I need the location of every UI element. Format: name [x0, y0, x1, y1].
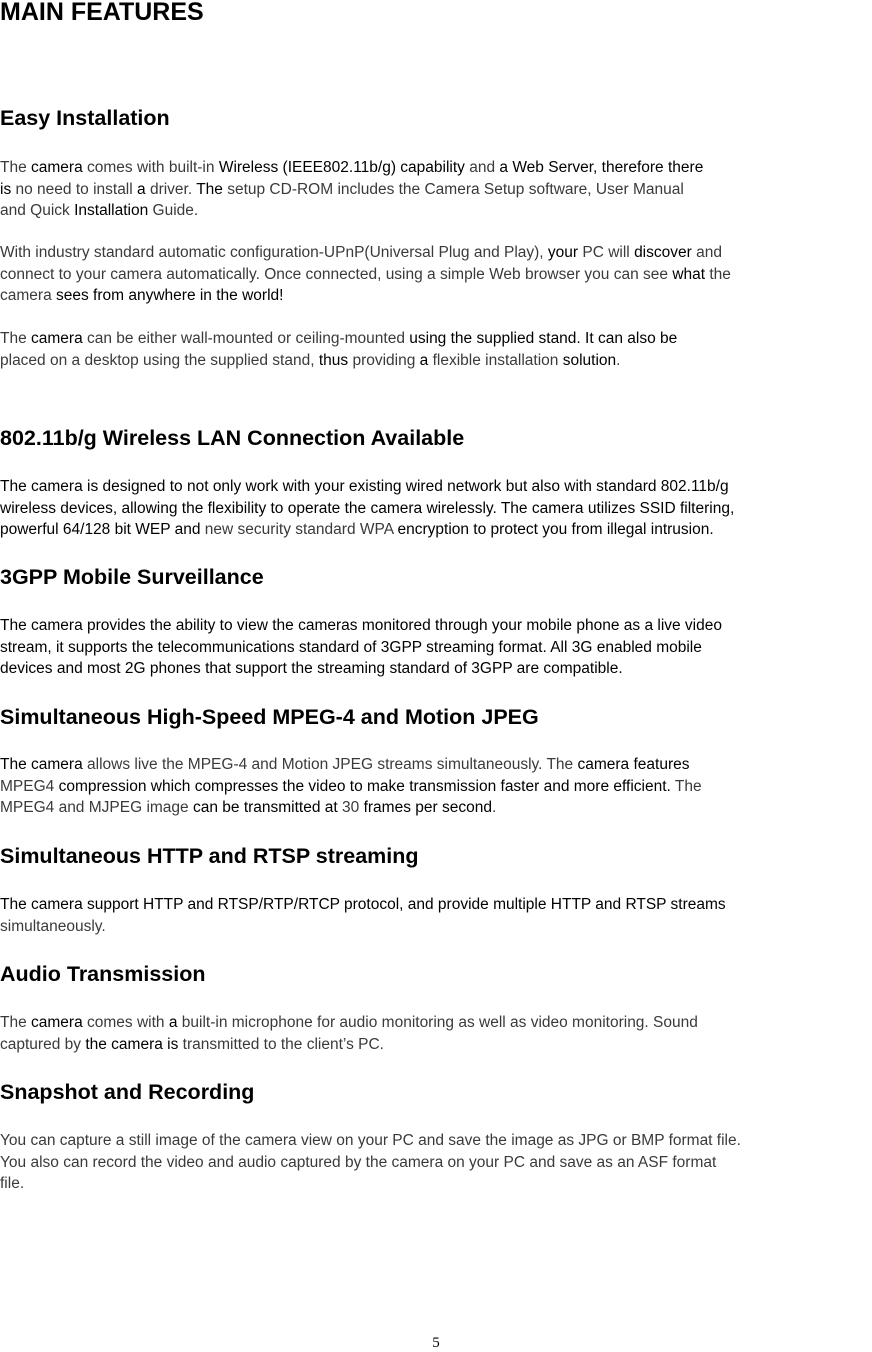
text-run: providing	[348, 351, 420, 369]
text-run: your	[547, 244, 579, 261]
heading-mobile-surveillance: 3GPP Mobile Surveillance	[0, 565, 264, 589]
text-line	[0, 200, 703, 222]
heading-audio-transmission: Audio Transmission	[0, 962, 206, 986]
text-run: camera	[0, 287, 56, 304]
text-run: comes with	[82, 1014, 169, 1031]
text-run: flexible installation	[428, 351, 563, 369]
text-run: setup CD-ROM includes the Camera Setup software, User Manual	[222, 180, 684, 198]
text-run: encryption to protect you from illegal intrusion.	[397, 521, 714, 538]
text-run: Installation	[74, 202, 149, 219]
heading-mpeg4-mjpeg: Simultaneous High-Speed MPEG-4 and Motion JPEG	[0, 705, 539, 729]
text-run: devices and most 2G phones that support the streaming standard of 3GPP are compatible.	[0, 660, 623, 677]
text-run: wireless devices, allowing the flexibility to operate the camera wirelessly. The camera utilizes SSID filtering,	[0, 499, 735, 517]
text-run: MPEG4 and MJPEG image	[0, 799, 193, 816]
text-line	[0, 1012, 698, 1034]
paragraph-easy-installation-2	[0, 242, 731, 307]
text-run: is	[0, 180, 16, 198]
text-run: a	[419, 351, 429, 369]
text-run: .	[616, 351, 621, 369]
text-run: no need to install	[15, 180, 138, 198]
paragraph-wireless-lan	[0, 476, 734, 541]
text-line	[0, 328, 677, 350]
text-run: and Quick	[0, 202, 75, 219]
text-run: the	[705, 265, 731, 283]
text-line	[0, 1130, 741, 1152]
text-run: connect to your camera automatically. Once connected, using a simple Web browser you can see	[0, 265, 673, 283]
text-line	[0, 350, 677, 372]
text-run: camera	[31, 330, 83, 347]
text-run: allows live the MPEG-4 and Motion JPEG streams simultaneously. The	[82, 756, 578, 773]
text-run: The	[196, 180, 223, 198]
text-line	[0, 754, 702, 776]
text-run: sees from anywhere in the world!	[56, 287, 284, 304]
text-run: Wireless (IEEE802.11b/g) capability	[218, 159, 465, 176]
text-run: new security standard WPA	[204, 521, 398, 538]
text-line	[0, 658, 722, 680]
text-line	[0, 916, 726, 938]
text-run: simultaneously.	[0, 917, 106, 935]
text-run: and	[464, 159, 500, 176]
text-run: discover	[634, 244, 692, 261]
text-run: can be transmitted at	[192, 799, 338, 816]
text-run: camera features	[577, 756, 690, 773]
text-run: stream, it supports the telecommunications standard of 3GPP streaming format. All 3G enabled mobile	[0, 638, 702, 656]
paragraph-easy-installation-1	[0, 157, 703, 222]
text-run: driver.	[145, 180, 197, 198]
text-run: captured by	[0, 1035, 86, 1053]
text-line	[0, 498, 734, 520]
text-run: The	[0, 1014, 32, 1031]
text-run: The camera support HTTP and RTSP/RTP/RTCP protocol, and provide multiple HTTP and RTSP streams	[0, 896, 726, 913]
text-run: a Web Server, therefore there	[499, 159, 704, 176]
text-run: MPEG4	[0, 777, 59, 795]
paragraph-easy-installation-3	[0, 328, 677, 371]
text-run: frames per second	[363, 799, 492, 816]
text-line	[0, 179, 703, 201]
text-run: placed on a desktop using the supplied stand,	[0, 351, 319, 369]
text-line	[0, 637, 722, 659]
text-line	[0, 615, 722, 637]
text-run: file.	[0, 1175, 25, 1192]
text-line	[0, 476, 734, 498]
heading-easy-installation: Easy Installation	[0, 106, 170, 130]
text-run: The camera is designed to not only work with your existing wired network but also with standard 802.11b/g	[0, 478, 729, 495]
text-run: 30	[337, 799, 364, 816]
text-run: built-in microphone for audio monitoring as well as video monitoring. Sound	[177, 1014, 698, 1031]
text-line	[0, 285, 731, 307]
text-run: and	[691, 244, 722, 261]
page-title: MAIN FEATURES	[0, 0, 204, 26]
text-run: With industry standard automatic configuration-UPnP(Universal Plug and Play),	[0, 244, 548, 261]
text-run: solution	[562, 351, 617, 369]
text-run: what	[672, 265, 706, 283]
text-run: powerful 64/128 bit WEP and	[0, 521, 205, 538]
text-line	[0, 776, 702, 798]
paragraph-http-rtsp	[0, 894, 726, 937]
text-run: a	[137, 180, 146, 198]
paragraph-audio-transmission	[0, 1012, 698, 1055]
text-run: camera	[31, 159, 83, 176]
paragraph-snapshot-recording	[0, 1130, 741, 1195]
text-run: using the supplied stand. It can also be	[409, 330, 678, 347]
heading-http-rtsp: Simultaneous HTTP and RTSP streaming	[0, 844, 419, 868]
text-run: You can capture a still image of the camera view on your PC and save the image as JPG or BMP format file.	[0, 1132, 741, 1149]
page-number: 5	[432, 1335, 440, 1351]
text-line	[0, 894, 726, 916]
heading-snapshot-recording: Snapshot and Recording	[0, 1080, 255, 1104]
paragraph-mobile-surveillance	[0, 615, 722, 680]
text-run: The camera provides the ability to view the cameras monitored through your mobile phone as a live video	[0, 617, 722, 634]
text-line	[0, 1152, 741, 1174]
text-run: the camera is	[85, 1035, 179, 1053]
text-run: comes with built-in	[82, 159, 219, 176]
text-line	[0, 242, 731, 264]
text-run: PC will	[578, 244, 635, 261]
text-line	[0, 797, 702, 819]
text-run: transmitted to the client’s PC.	[178, 1035, 384, 1053]
text-line	[0, 1034, 698, 1056]
paragraph-mpeg4-mjpeg	[0, 754, 702, 819]
text-run: The	[0, 330, 32, 347]
text-run: a	[168, 1014, 178, 1031]
text-line	[0, 264, 731, 286]
text-run: The camera	[0, 756, 83, 773]
text-run: You also can record the video and audio captured by the camera on your PC and save as an ASF format	[0, 1153, 717, 1171]
text-run: compression which compresses the video to make transmission faster and more efficient.	[58, 777, 671, 795]
text-run: Guide.	[148, 202, 199, 219]
heading-wireless-lan: 802.11b/g Wireless LAN Connection Available	[0, 426, 465, 450]
text-run: camera	[31, 1014, 83, 1031]
text-run: The	[0, 159, 32, 176]
text-line	[0, 1173, 741, 1195]
text-line	[0, 519, 734, 541]
text-run: .	[491, 799, 497, 816]
text-line	[0, 157, 703, 179]
text-run: The	[670, 777, 702, 795]
text-run: thus	[318, 351, 349, 369]
text-run: can be either wall-mounted or ceiling-mounted	[82, 330, 410, 347]
